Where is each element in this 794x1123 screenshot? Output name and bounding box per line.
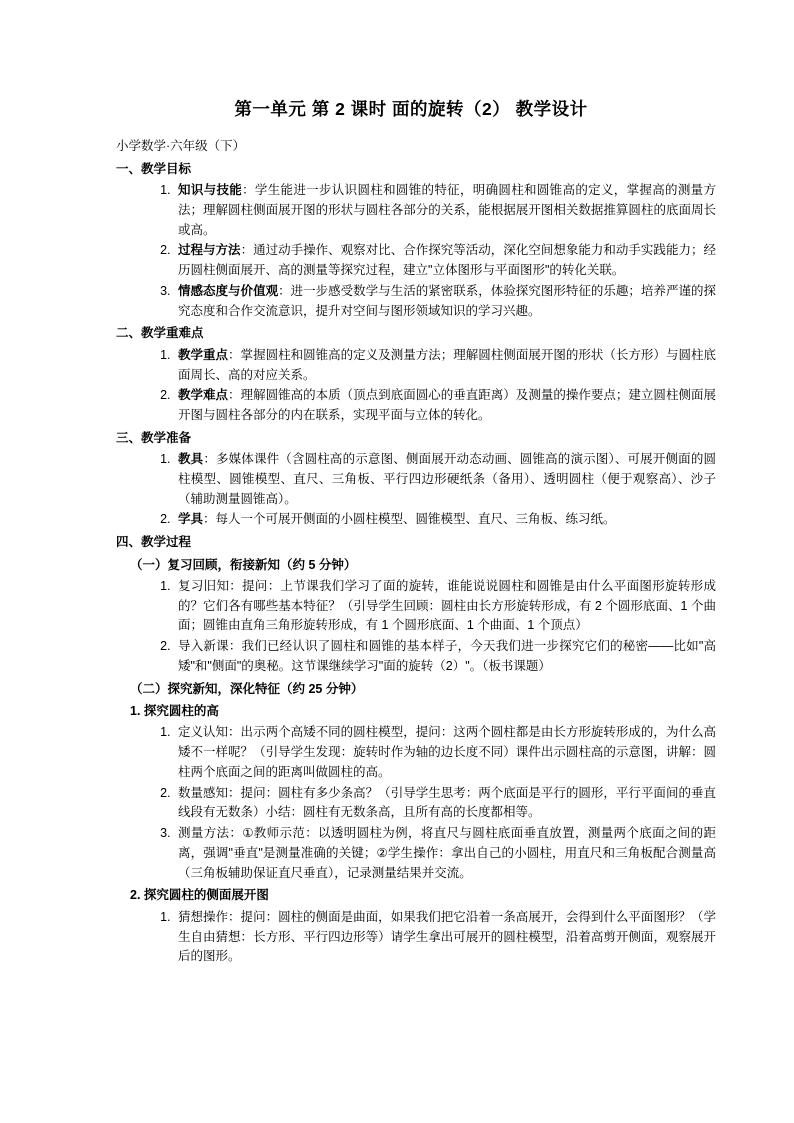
- item-label: 知识与技能: [178, 183, 243, 198]
- item-text: ：每人一个可展开侧面的小圆柱模型、圆锥模型、直尺、三角板、练习纸。: [203, 512, 616, 527]
- item-label: 导入新课: [178, 639, 229, 654]
- group-heading-lateral-surface: 2. 探究圆柱的侧面展开图: [130, 888, 269, 903]
- list-item: [174, 784, 716, 824]
- item-label: 数量感知: [178, 785, 229, 800]
- group-heading-cylinder-height: 1. 探究圆柱的高: [130, 704, 219, 718]
- item-text: ：出示两个高矮不同的圆柱模型，提问：这两个圆柱都是由长方形旋转形成的，为什么高矮不一样呢？（引导学生发现：旋转时作为轴的边长度不同）课件出示圆柱高的示意图，讲解：圆柱两个底面之间的距离叫做圆柱的高。: [178, 725, 716, 779]
- section-heading-key-points: 二、教学重难点: [116, 326, 204, 341]
- list-item: [174, 241, 716, 281]
- item-label: 情感态度与价值观: [178, 283, 279, 298]
- item-label: 学具: [178, 512, 204, 527]
- list-item: [174, 346, 716, 386]
- list-item: [174, 577, 716, 636]
- item-text: ：学生能进一步认识圆柱和圆锥的特征，明确圆柱和圆锥高的定义，掌握高的测量方法；理解圆柱侧面展开图的形状与圆柱各部分的关系，能根据展开图相关数据推算圆柱的底面周长或高。: [178, 183, 716, 237]
- subsection-heading-explore: （二）探究新知，深化特征（约 25 分钟）: [130, 681, 364, 696]
- list-item: [174, 824, 716, 883]
- item-label: 测量方法: [178, 826, 230, 841]
- section-heading-preparation: 三、教学准备: [116, 430, 192, 445]
- objectives-list: [116, 181, 716, 321]
- subsection-heading-review: （一）复习回顾，衔接新知（约 5 分钟）: [130, 557, 357, 572]
- item-text: ：掌握圆柱和圆锥高的定义及测量方法；理解圆柱侧面展开图的形状（长方形）与圆柱底面周长、高的对应关系。: [178, 347, 716, 382]
- lateral-surface-list: [116, 908, 716, 967]
- item-label: 猜想操作: [178, 909, 229, 924]
- item-text: ：多媒体课件（含圆柱高的示意图、侧面展开动态动画、圆锥高的演示图）、可展开侧面的圆柱模型、圆锥模型、直尺、三角板、平行四边形硬纸条（备用）、透明圆柱（便于观察高）、沙子（辅助测量圆锥高）。: [178, 452, 716, 506]
- preparation-list: [116, 450, 716, 530]
- key-points-list: [116, 346, 716, 426]
- cylinder-height-list: [116, 723, 716, 883]
- list-item: [174, 386, 716, 426]
- item-label: 过程与方法: [178, 243, 241, 258]
- list-item: [174, 908, 716, 967]
- list-item: [174, 723, 716, 782]
- item-label: 定义认知: [178, 725, 229, 740]
- list-item: [174, 282, 716, 322]
- item-label: 教学重点: [178, 347, 229, 362]
- item-text: ：提问：圆柱有多少条高？（引导学生思考：两个底面是平行的圆形，平行平面间的垂直线段有无数条）小结：圆柱有无数条高，且所有高的长度都相等。: [178, 785, 716, 820]
- page-title: 第一单元 第 2 课时 面的旋转（2） 教学设计: [234, 99, 588, 119]
- item-text: ：提问：上节课我们学习了面的旋转，谁能说说圆柱和圆锥是由什么平面图形旋转形成的？它们各有哪些基本特征？（引导学生回顾：圆柱由长方形旋转形成，有 2 个圆形底面、1 个曲面；圆锥由直角三角形旋转形成，有 1 个圆形底面、1 个曲面、1 个顶点）: [178, 578, 716, 633]
- list-item: [174, 181, 716, 240]
- list-item: [174, 510, 716, 530]
- item-label: 教具: [178, 452, 204, 467]
- item-text: ：①教师示范：以透明圆柱为例，将直尺与圆柱底面垂直放置，测量两个底面之间的距离，强调"垂直"是测量准确的关键；②学生操作：拿出自己的小圆柱，用直尺和三角板配合测量高（三角板辅助保证直尺垂直），记录测量结果并交流。: [178, 826, 716, 880]
- item-text: ：理解圆锥高的本质（顶点到底面圆心的垂直距离）及测量的操作要点；建立圆柱侧面展开图与圆柱各部分的内在联系，实现平面与立体的转化。: [178, 388, 716, 422]
- list-item: [174, 637, 716, 677]
- section-heading-objectives: 一、教学目标: [116, 161, 192, 176]
- section-heading-process: 四、教学过程: [116, 535, 192, 550]
- item-label: 复习旧知: [178, 578, 230, 593]
- item-label: 教学难点: [178, 388, 229, 403]
- item-text: ：提问：圆柱的侧面是曲面，如果我们把它沿着一条高展开，会得到什么平面图形？（学生自由猜想：长方形、平行四边形等）请学生拿出可展开的圆柱模型，沿着高剪开侧面，观察展开后的图形。: [178, 909, 716, 964]
- item-text: ：进一步感受数学与生活的紧密联系，体验探究图形特征的乐趣；培养严谨的探究态度和合作交流意识，提升对空间与图形领域知识的学习兴趣。: [178, 283, 716, 318]
- item-text: ：通过动手操作、观察对比、合作探究等活动，深化空间想象能力和动手实践能力；经历圆柱侧面展开、高的测量等探究过程，建立"立体图形与平面图形"的转化关联。: [178, 243, 716, 278]
- document-subtitle: 小学数学·六年级（下）: [116, 139, 246, 153]
- item-text: ：我们已经认识了圆柱和圆锥的基本样子，今天我们进一步探究它们的秘密——比如"高矮"和"侧面"的奥秘。这节课继续学习"面的旋转（2）"。（板书课题）: [178, 639, 716, 673]
- list-item: [174, 450, 716, 509]
- review-list: [116, 577, 716, 677]
